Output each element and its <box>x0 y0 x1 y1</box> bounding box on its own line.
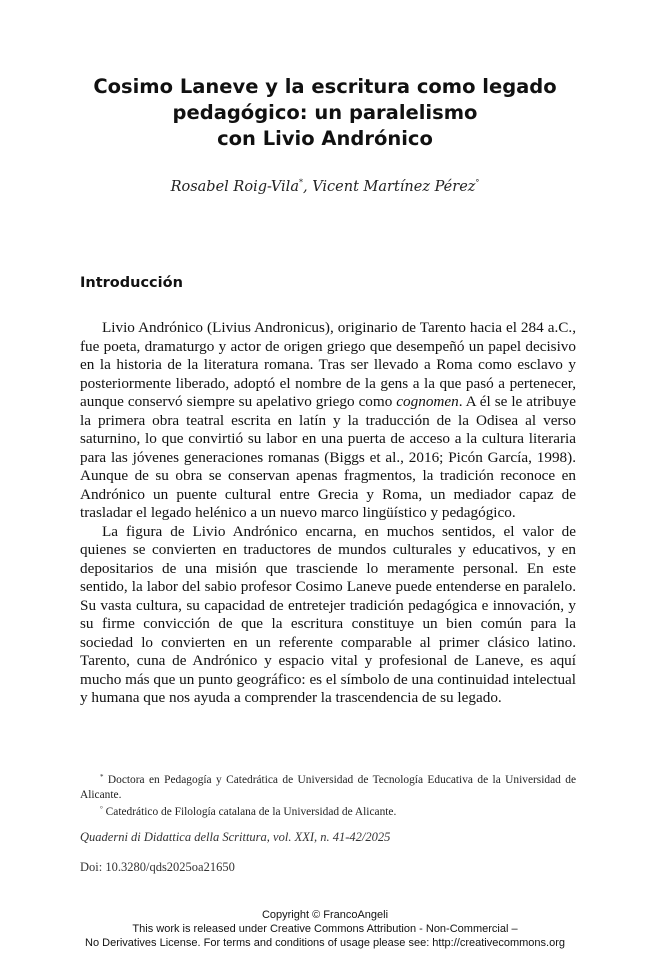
author-name-1: Rosabel Roig-Vila <box>170 179 299 195</box>
license-line-3: No Derivatives License. For terms and conditions of usage please see: http://creativecommons.org <box>85 937 565 949</box>
paragraph-1-text-a: Livio Andrónico (Livius Andronicus), originario de Tarento hacia el 284 a.C., fue poeta, dramaturgo y actor de origen griego que desempeñó un papel decisivo en la historia de la literatura romana. Tras ser llevado a Roma como esclavo y posteriormente liberado, adoptó el nombre de la gens a la que pasó a pertenecer, aunque conservó siempre su apelativo griego como <box>80 319 576 410</box>
footnote-2 <box>80 802 576 820</box>
license-line-1: Copyright © FrancoAngeli <box>261 909 389 921</box>
paragraph-2-text: La figura de Livio Andrónico encarna, en muchos sentidos, el valor de quienes se convierten en traductores de mundos culturales y educativos, y en depositarios de una misión que trasciende lo meramente personal. En este sentido, la labor del sabio profesor Cosimo Laneve puede entenderse en paralelo. Su vasta cultura, su capacidad de entretejer tradición pedagógica e innovación, y su firme convicción de que la escritura constituye un bien común para la sociedad lo convierten en un referente comparable al primer clásico latino. Tarento, cuna de Andrónico y espacio vital y profesional de Laneve, es aquí mucho más que un punto geográfico: es el símbolo de una continuidad intelectual y humana que nos ayuda a comprender la trascendencia de su legado. <box>80 522 576 706</box>
footnote-1 <box>80 770 576 802</box>
doi: Doi: 10.3280/qds2025oa21650 <box>80 860 235 874</box>
footnote-1-mark: * <box>100 773 104 781</box>
title-line-1: Cosimo Laneve y la escritura como legado <box>93 75 557 98</box>
section-body <box>80 319 576 708</box>
author-list <box>60 178 590 195</box>
author-mark-2: ° <box>475 178 480 187</box>
footnote-2-mark: ° <box>100 805 103 813</box>
footnote-2-text: Catedrático de Filología catalana de la Universidad de Alicante. <box>102 806 397 818</box>
license-line-2: This work is released under Creative Commons Attribution - Non-Commercial – <box>132 923 518 935</box>
section-heading: Introducción <box>80 275 183 291</box>
paragraph-1-emphasis: cognomen <box>396 393 459 410</box>
footnotes <box>80 770 576 820</box>
title-line-3: con Livio Andrónico <box>217 127 433 150</box>
author-mark-1: * <box>298 178 303 187</box>
license-notice <box>0 908 650 950</box>
paragraph-2 <box>80 523 576 708</box>
footnote-1-text: Doctora en Pedagogía y Catedrática de Universidad de Tecnología Educativa de la Universidad de Alicante. <box>80 774 576 801</box>
title-line-2: pedagógico: un paralelismo <box>172 101 478 124</box>
article-title <box>60 74 590 152</box>
author-separator: , <box>302 179 313 195</box>
paragraph-1 <box>80 319 576 523</box>
author-name-2: Vicent Martínez Pérez <box>312 179 476 195</box>
journal-citation: Quaderni di Didattica della Scrittura, vol. XXI, n. 41-42/2025 <box>80 830 391 844</box>
paragraph-1-text-b: . A él se le atribuye la primera obra teatral escrita en latín y la traducción de la Odisea al verso saturnino, lo que convirtió su labor en una puerta de acceso a la cultura literaria para las jóvenes generaciones romanas (Biggs et al., 2016; Picón García, 1998). Aunque de su obra se conservan apenas fragmentos, la tradición reconoce en Andrónico un puente cultural entre Grecia y Roma, un mediador capaz de trasladar el legado helénico a un nuevo marco lingüístico y pedagógico. <box>80 393 577 521</box>
